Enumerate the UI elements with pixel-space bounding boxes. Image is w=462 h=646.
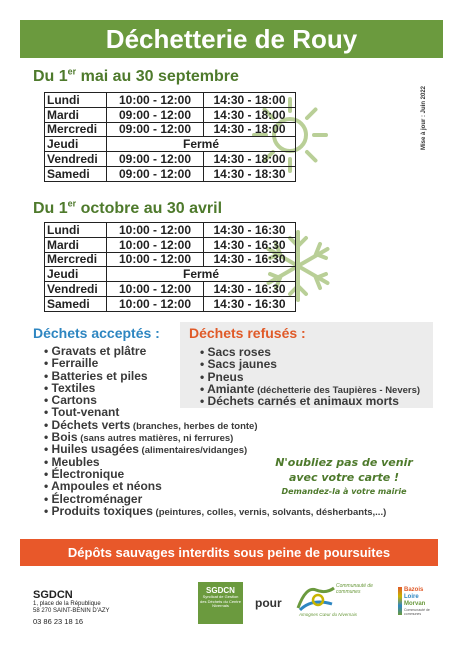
morning-hours: 10:00 - 12:00 xyxy=(107,93,204,108)
refused-list xyxy=(200,346,420,407)
address-line: 1, place de la République xyxy=(33,601,101,607)
summer-schedule-table xyxy=(44,92,296,182)
day-cell: Jeudi xyxy=(45,137,107,152)
warning-banner: Dépôts sauvages interdits sous peine de poursuites xyxy=(20,539,438,566)
morning-hours: 10:00 - 12:00 xyxy=(107,237,204,252)
list-item: • Tout-venant xyxy=(44,406,386,418)
update-date: Mise à jour : Juin 2022 xyxy=(421,85,427,150)
page-title: Déchetterie de Rouy xyxy=(20,20,443,58)
closed-cell: Fermé xyxy=(107,137,296,152)
day-cell: Vendredi xyxy=(45,152,107,167)
list-item: • Sacs jaunes xyxy=(200,358,420,370)
org-contact xyxy=(33,589,110,627)
list-item: • Sacs roses xyxy=(200,346,420,358)
day-cell: Mercredi xyxy=(45,122,107,137)
acn-logo-icon xyxy=(296,584,336,612)
day-cell: Vendredi xyxy=(45,282,107,297)
period-winter-title: Du 1er octobre au 30 avril xyxy=(33,198,223,217)
day-cell: Lundi xyxy=(45,223,107,238)
period-summer-title: Du 1er mai au 30 septembre xyxy=(33,66,239,85)
afternoon-hours: 14:30 - 16:30 xyxy=(204,237,296,252)
card-reminder xyxy=(249,455,439,498)
list-item: • Ampoules et néons xyxy=(44,480,386,492)
bazois-loire-morvan-logo: Bazois Loire Morvan Communauté de communes xyxy=(398,585,434,625)
list-item: • Gravats et plâtre xyxy=(44,345,386,357)
table-row xyxy=(45,282,296,297)
table-row xyxy=(45,267,296,282)
list-item: • Produits toxiques (peintures, colles, vernis, solvants, désherbants,...) xyxy=(44,505,386,517)
afternoon-hours: 14:30 - 16:30 xyxy=(204,223,296,238)
day-cell: Mercredi xyxy=(45,252,107,267)
reminder-note: Demandez-la à votre mairie xyxy=(281,487,407,496)
afternoon-hours: 14:30 - 18:00 xyxy=(204,152,296,167)
list-item: • Déchets carnés et animaux morts xyxy=(200,395,420,407)
morning-hours: 10:00 - 12:00 xyxy=(107,223,204,238)
afternoon-hours: 14:30 - 16:30 xyxy=(204,282,296,297)
morning-hours: 10:00 - 12:00 xyxy=(107,252,204,267)
table-row xyxy=(45,223,296,238)
reminder-line: N'oubliez pas de venir xyxy=(275,456,413,469)
list-item: • Textiles xyxy=(44,382,386,394)
reminder-line: avec votre carte ! xyxy=(288,471,400,484)
list-item: • Batteries et piles xyxy=(44,370,386,382)
list-item: • Électronique xyxy=(44,468,386,480)
morning-hours: 09:00 - 12:00 xyxy=(107,122,204,137)
list-item: • Bois (sans autres matières, ni ferrures) xyxy=(44,431,386,443)
table-row xyxy=(45,252,296,267)
list-item: • Cartons xyxy=(44,394,386,406)
address-line: 58 270 SAINT-BENIN D'AZY xyxy=(33,608,110,614)
day-cell: Samedi xyxy=(45,296,107,311)
org-name: SGDCN xyxy=(33,589,73,601)
morning-hours: 09:00 - 12:00 xyxy=(107,107,204,122)
pour-label: pour xyxy=(255,596,282,610)
afternoon-hours: 14:30 - 18:30 xyxy=(204,166,296,181)
morning-hours: 09:00 - 12:00 xyxy=(107,152,204,167)
afternoon-hours: 14:30 - 16:30 xyxy=(204,252,296,267)
list-item: • Amiante (déchetterie des Taupières - Nevers) xyxy=(200,383,420,395)
list-item: • Électroménager xyxy=(44,493,386,505)
table-row xyxy=(45,122,296,137)
table-row xyxy=(45,152,296,167)
morning-hours: 10:00 - 12:00 xyxy=(107,296,204,311)
closed-cell: Fermé xyxy=(107,267,296,282)
cc-amognes-logo: Communauté de communes Amognes Cœur du Nivernais xyxy=(296,584,380,620)
afternoon-hours: 14:30 - 18:00 xyxy=(204,93,296,108)
afternoon-hours: 14:30 - 16:30 xyxy=(204,296,296,311)
day-cell: Samedi xyxy=(45,166,107,181)
logo-mark xyxy=(398,587,402,615)
table-row xyxy=(45,166,296,181)
accepted-title: Déchets acceptés : xyxy=(33,325,160,341)
list-item: • Meubles xyxy=(44,456,386,468)
afternoon-hours: 14:30 - 18:00 xyxy=(204,107,296,122)
list-item: • Huiles usagées (alimentaires/vidanges) xyxy=(44,443,386,455)
morning-hours: 10:00 - 12:00 xyxy=(107,282,204,297)
day-cell: Mardi xyxy=(45,107,107,122)
list-item: • Ferraille xyxy=(44,357,386,369)
day-cell: Lundi xyxy=(45,93,107,108)
sgdcn-logo: SGDCN Syndicat de Gestion des Déchets du Centre Nivernais xyxy=(198,582,243,624)
table-row xyxy=(45,107,296,122)
table-row xyxy=(45,237,296,252)
day-cell: Mardi xyxy=(45,237,107,252)
refused-title: Déchets refusés : xyxy=(189,325,306,341)
phone-number: 03 86 23 18 16 xyxy=(33,617,84,626)
table-row xyxy=(45,296,296,311)
morning-hours: 09:00 - 12:00 xyxy=(107,166,204,181)
list-item: • Pneus xyxy=(200,371,420,383)
winter-schedule-table xyxy=(44,222,296,312)
table-row xyxy=(45,93,296,108)
afternoon-hours: 14:30 - 18:00 xyxy=(204,122,296,137)
day-cell: Jeudi xyxy=(45,267,107,282)
table-row xyxy=(45,137,296,152)
list-item: • Déchets verts (branches, herbes de tonte) xyxy=(44,419,386,431)
